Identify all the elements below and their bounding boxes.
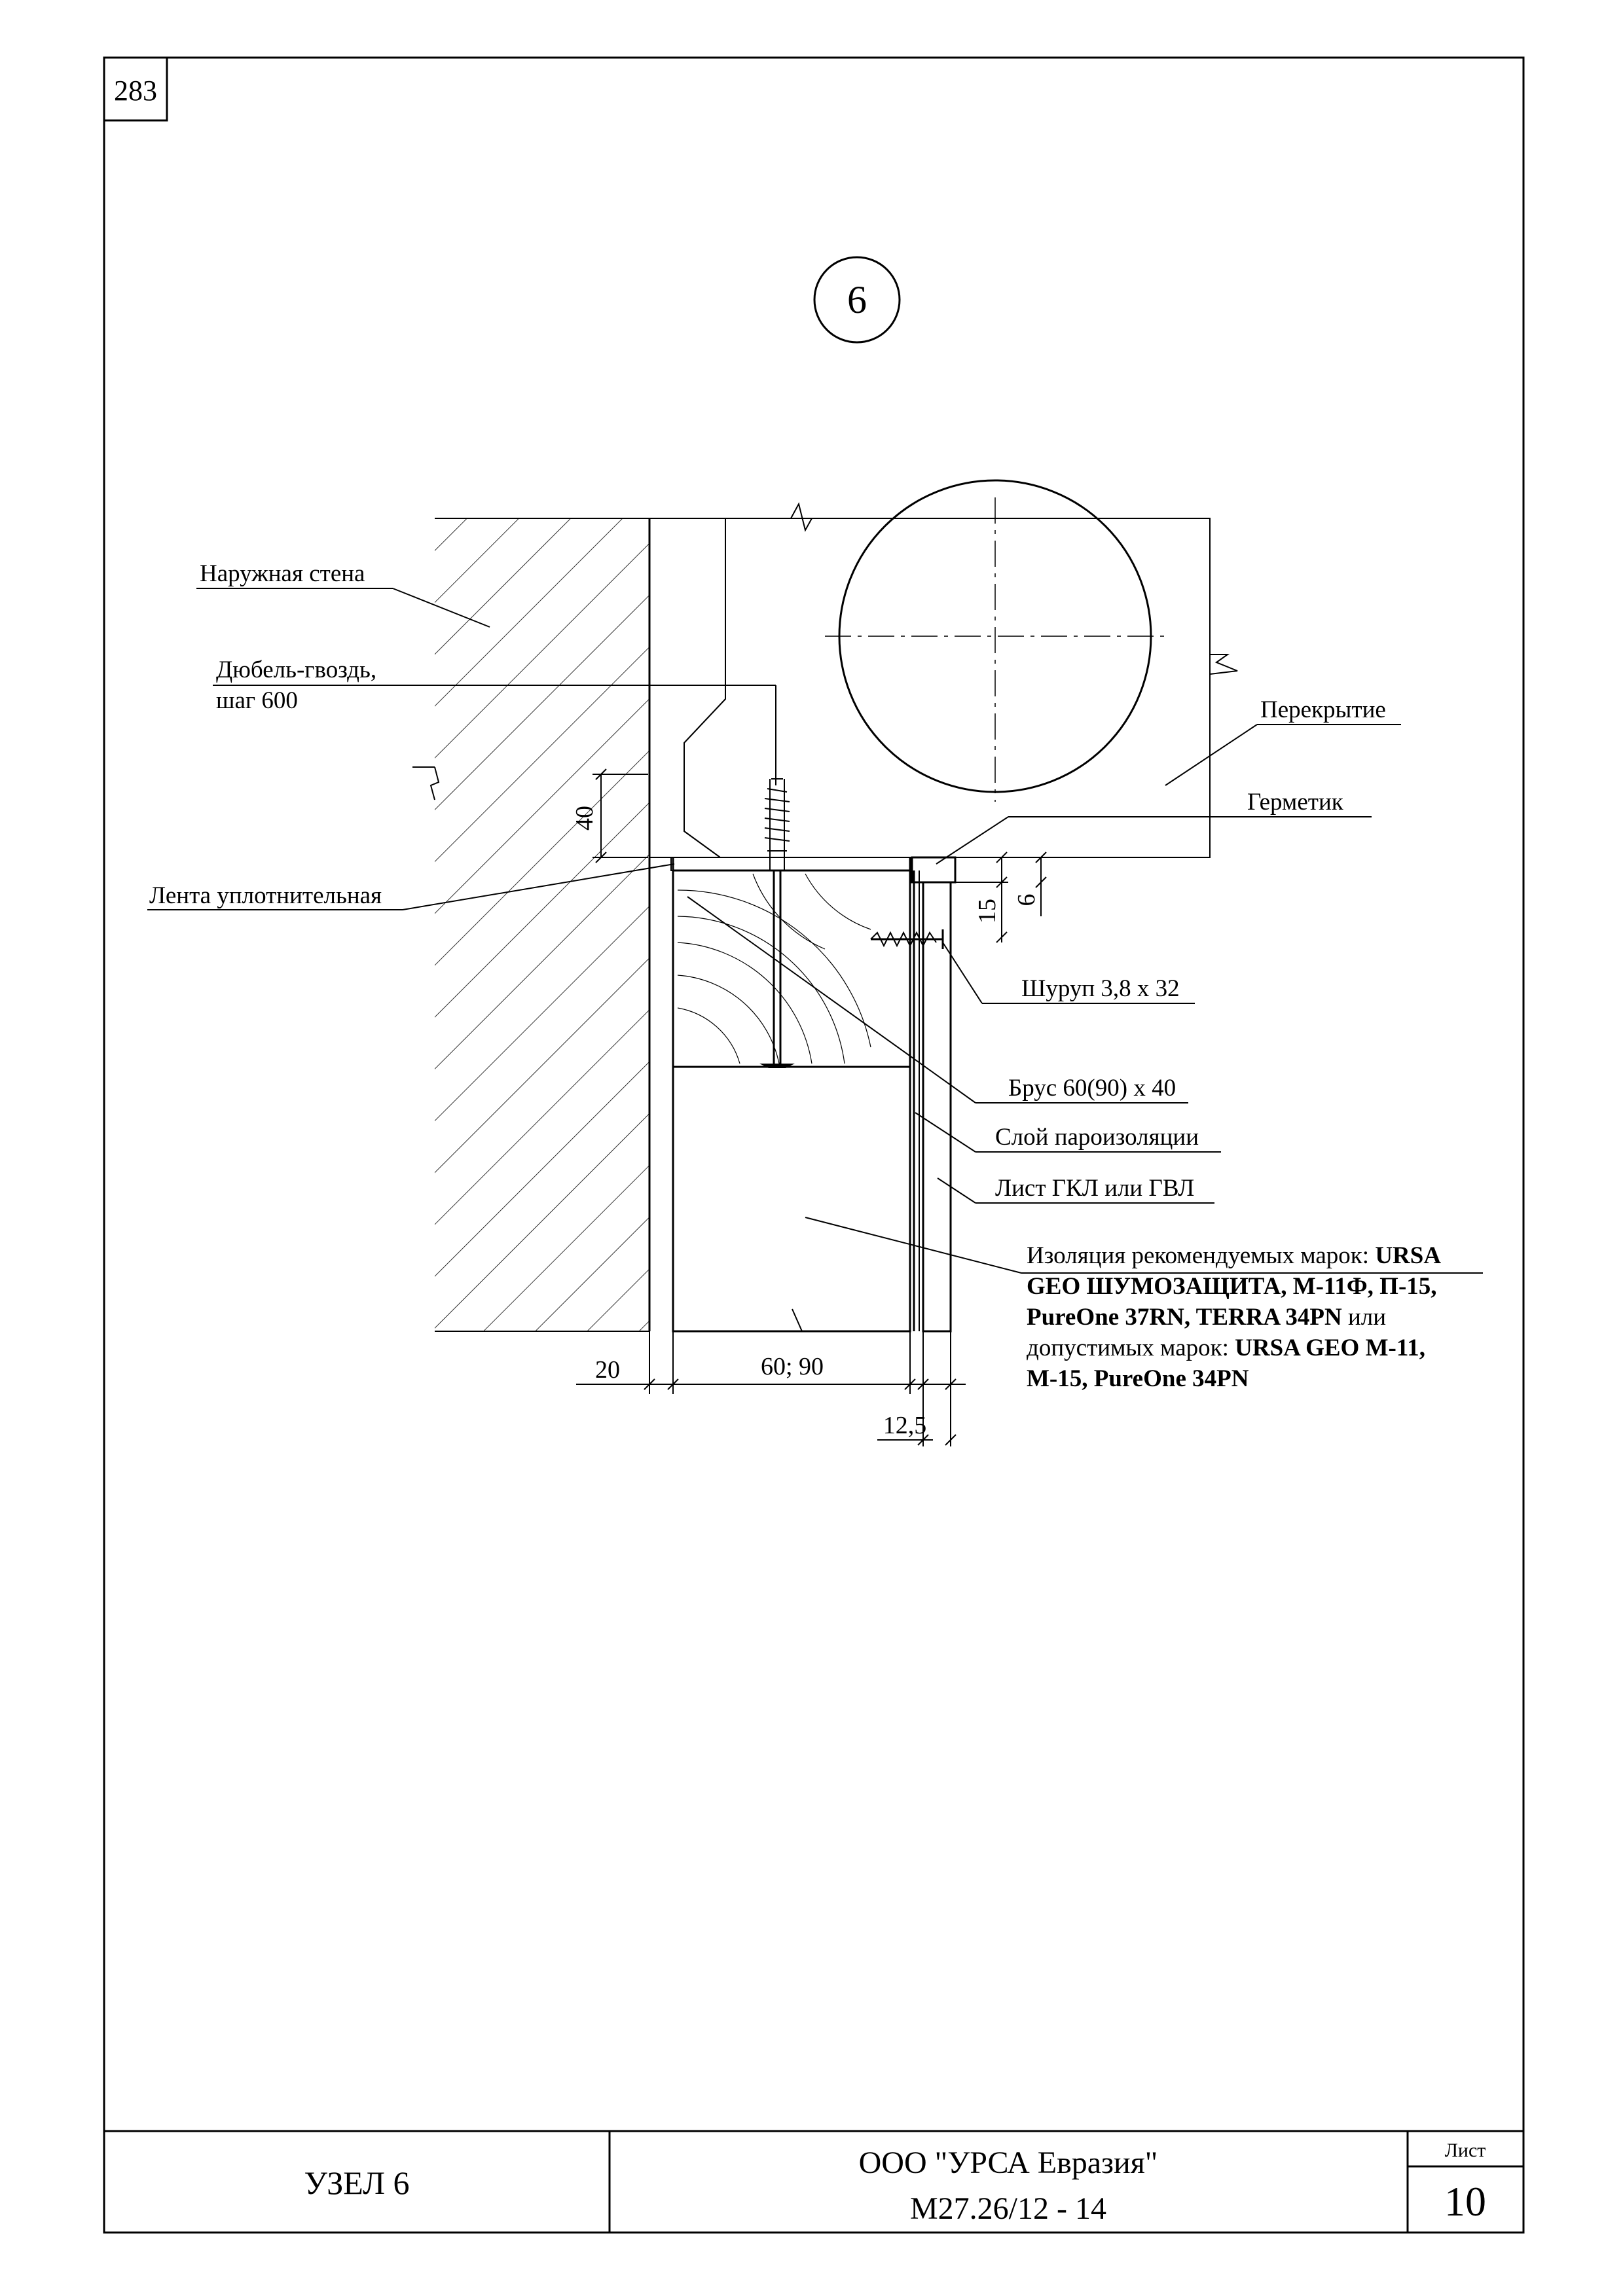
label-sealant: Герметик xyxy=(1247,789,1343,816)
insulation-l4-b: URSA GEO M-11, xyxy=(1235,1335,1426,1361)
sheet-frame xyxy=(104,58,1523,2233)
label-outer-wall: Наружная стена xyxy=(200,560,365,587)
svg-text:Изоляция рекомендуемых марок: xyxy=(1027,1242,1441,1269)
dim-40-label: 40 xyxy=(571,806,598,831)
insulation xyxy=(673,1067,910,1331)
sealant xyxy=(912,857,955,882)
dim-15-6 xyxy=(951,852,1051,942)
dim-15-label: 15 xyxy=(974,899,1001,924)
node-number: 6 xyxy=(847,278,867,321)
dim-12-5-label: 12,5 xyxy=(883,1412,927,1439)
title-block xyxy=(104,2131,1523,2233)
title-node: УЗЕЛ 6 xyxy=(304,2164,410,2201)
label-insulation xyxy=(1027,1242,1441,1392)
dim-60-90-label: 60; 90 xyxy=(760,1353,824,1380)
insulation-l2: GEO ШУМОЗАЩИТА, М-11Ф, П-15, xyxy=(1027,1273,1437,1300)
dowel-nail xyxy=(759,779,795,1068)
insulation-l1-b: URSA xyxy=(1375,1242,1442,1269)
title-sheet-value: 10 xyxy=(1444,2178,1486,2225)
gypsum-board xyxy=(923,882,951,1331)
label-slab: Перекрытие xyxy=(1260,696,1386,723)
label-screw: Шуруп 3,8 х 32 xyxy=(1021,975,1180,1002)
insulation-l1-a: Изоляция рекомендуемых марок: xyxy=(1027,1242,1376,1269)
sheet-number-corner: 283 xyxy=(114,75,157,107)
insulation-l3-a: PureOne 37RN, TERRA 34PN xyxy=(1027,1304,1342,1331)
label-vapor-barrier: Слой пароизоляции xyxy=(995,1124,1199,1151)
insulation-l4-a: допустимых марок: xyxy=(1027,1335,1235,1361)
title-doc-code: М27.26/12 - 14 xyxy=(910,2191,1106,2226)
label-dowel-2: шаг 600 xyxy=(216,687,298,714)
dim-6-label: 6 xyxy=(1013,893,1040,906)
floor-slab xyxy=(684,518,1210,857)
section-drawing xyxy=(147,480,1483,1446)
leaders xyxy=(147,588,1483,1273)
label-board: Лист ГКЛ или ГВЛ xyxy=(995,1175,1195,1202)
title-company: ООО "УРСА Евразия" xyxy=(858,2145,1158,2180)
sealing-tape xyxy=(671,857,912,870)
wood-beam xyxy=(673,870,910,1067)
dim-20-label: 20 xyxy=(595,1356,620,1384)
svg-text:PureOne 37RN, TERRA 34PN или xyxy=(1027,1304,1386,1331)
label-sealing-tape: Лента уплотнительная xyxy=(149,882,382,909)
mortar-strip xyxy=(649,518,725,857)
svg-text:допустимых марок: URSA GEO M-1 xyxy=(1027,1335,1425,1361)
outer-wall xyxy=(435,518,649,1331)
insulation-l3-b: или xyxy=(1341,1304,1387,1331)
insulation-l5: M-15, PureOne 34PN xyxy=(1027,1365,1249,1392)
title-sheet-label: Лист xyxy=(1444,2140,1486,2161)
screw xyxy=(871,929,943,949)
label-dowel-1: Дюбель-гвоздь, xyxy=(216,656,377,683)
label-beam: Брус 60(90) х 40 xyxy=(1008,1075,1176,1102)
